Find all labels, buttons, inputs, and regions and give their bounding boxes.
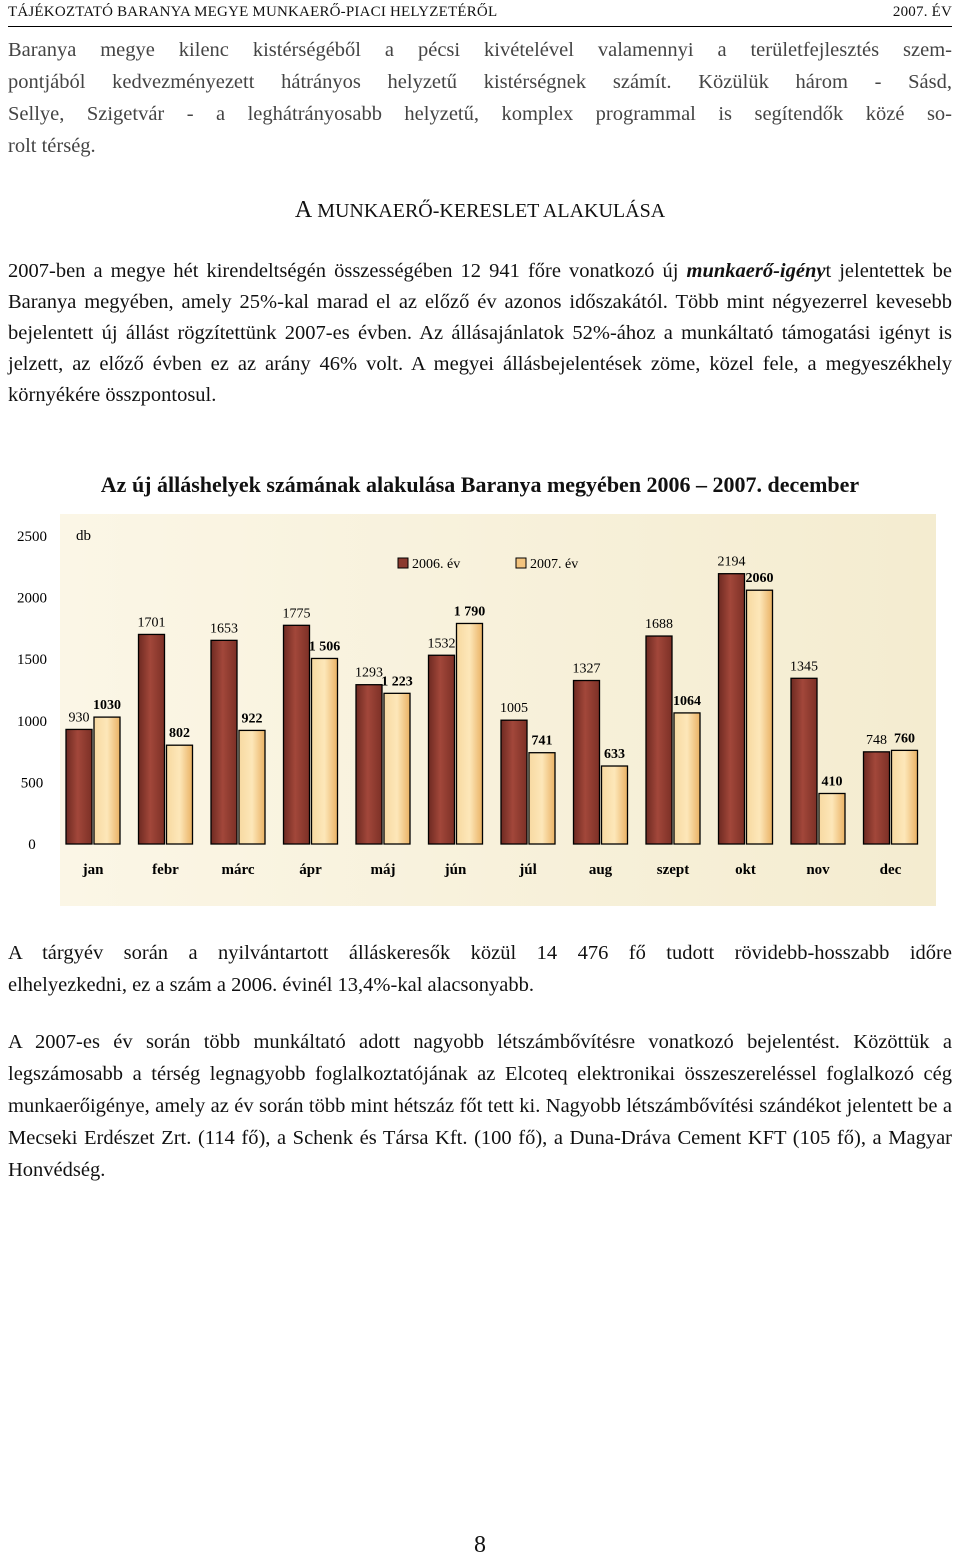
data-label: 802 xyxy=(169,726,190,742)
data-label: 1653 xyxy=(210,621,238,637)
demand-text-2: t jelentettek be Baranya megyében, amely 25%-kal marad el az előző év azonos időszakától. Több mint négyezerrel kevesebb bejelentett új állást rögzítettünk 2007-es évben. Az állásajánlatok 52%-ához a munkáltató támogatási igényt is jelzett, az előző évben ez az arány 46% volt. A megyei állásbejelentések zöme, közel fele, a megyeszékhely környékére összpontosul. xyxy=(8,260,953,406)
demand-emphasis: munkaerő-igény xyxy=(686,260,826,282)
data-label: 2060 xyxy=(745,571,774,587)
bar-2007 xyxy=(892,750,918,844)
intro-line: pontjából kedvezményezett hátrányos helyzetű kistérségnek számít. Közülük három - Sásd, xyxy=(8,71,952,93)
intro-line: rolt térség. xyxy=(8,135,96,157)
bar-2007 xyxy=(819,793,845,844)
data-label: 1775 xyxy=(282,606,311,622)
data-label: 760 xyxy=(894,731,915,747)
y-tick-label: 2500 xyxy=(17,529,47,545)
data-label: 1 506 xyxy=(308,639,341,655)
demand-paragraph xyxy=(8,256,952,411)
y-axis-label: db xyxy=(76,528,91,544)
bar-2006 xyxy=(646,636,672,844)
header-title: TÁJÉKOZTATÓ BARANYA MEGYE MUNKAERŐ-PIACI HELYZETÉRŐL xyxy=(8,4,498,20)
x-tick-label: febr xyxy=(152,862,179,878)
bar-2007 xyxy=(167,745,193,844)
legend-label: 2006. év xyxy=(412,557,461,572)
data-label: 1064 xyxy=(673,693,701,709)
bar-2006 xyxy=(66,729,92,844)
y-tick-label: 2000 xyxy=(17,590,47,607)
section-title-text: MUNKAERŐ-KERESLET ALAKULÁSA xyxy=(312,200,666,222)
data-label: 748 xyxy=(866,732,887,748)
data-label: 1 790 xyxy=(453,604,486,620)
bar-2007 xyxy=(457,623,483,844)
data-label: 1 223 xyxy=(381,674,413,690)
placement-paragraph xyxy=(8,937,952,1001)
data-label: 1005 xyxy=(500,701,528,717)
bar-2006 xyxy=(574,681,600,844)
section-title-initial: A xyxy=(294,197,313,223)
bar-2007 xyxy=(602,766,628,844)
data-label: 1688 xyxy=(645,617,673,633)
data-label: 741 xyxy=(531,733,553,749)
legend-swatch xyxy=(398,558,408,568)
data-label: 1327 xyxy=(572,661,601,677)
x-tick-label: nov xyxy=(806,862,830,878)
header-year: 2007. ÉV xyxy=(892,4,952,20)
y-tick-label: 0 xyxy=(28,837,36,853)
intro-line: Baranya megye kilenc kistérségéből a pécsi kivételével valamennyi a területfejlesztés szem- xyxy=(8,39,952,61)
y-tick-label: 1000 xyxy=(17,713,47,730)
y-tick-label: 500 xyxy=(20,775,44,792)
page-header xyxy=(8,0,952,27)
placement-line: elhelyezkedni, ez a szám a 2006. évinél 13,4%-kal alacsonyabb. xyxy=(8,974,534,996)
data-label: 2194 xyxy=(717,554,746,570)
legend-label: 2007. év xyxy=(530,557,579,572)
bar-2006 xyxy=(864,752,890,844)
x-tick-label: szept xyxy=(656,862,690,878)
data-label: 1345 xyxy=(790,659,818,675)
bar-2007 xyxy=(94,717,120,844)
bar-2007 xyxy=(384,693,410,844)
bar-2007 xyxy=(529,753,555,844)
bar-2007 xyxy=(747,590,773,844)
x-tick-label: jan xyxy=(82,862,104,878)
data-label: 633 xyxy=(604,747,625,763)
bar-chart xyxy=(6,510,936,908)
chart-title: Az új álláshelyek számának alakulása Baranya megyében 2006 – 2007. december xyxy=(100,472,860,497)
intro-line: Sellye, Szigetvár - a leghátrányosabb helyzetű, komplex programmal is segítendők közé so- xyxy=(8,103,952,125)
data-label: 1532 xyxy=(427,636,456,652)
page-number: 8 xyxy=(474,1532,486,1558)
x-tick-label: jún xyxy=(444,862,467,878)
y-tick-label: 1500 xyxy=(17,652,47,669)
bar-2006 xyxy=(719,574,745,844)
data-label: 1293 xyxy=(355,665,383,681)
bar-2006 xyxy=(356,685,382,844)
bar-2006 xyxy=(284,625,310,844)
x-tick-label: dec xyxy=(879,862,902,878)
x-tick-label: aug xyxy=(588,862,613,878)
data-label: 1030 xyxy=(93,698,121,714)
x-tick-label: okt xyxy=(735,862,756,878)
demand-text-1: 2007-ben a megye hét kirendeltségén összességében 12 941 főre vonatkozó új xyxy=(8,260,687,282)
bar-2006 xyxy=(211,640,237,844)
bar-2006 xyxy=(791,678,817,844)
x-tick-label: máj xyxy=(370,862,396,878)
bar-2006 xyxy=(429,655,455,844)
placement-line: A tárgyév során a nyilvántartott álláskeresők közül 14 476 fő tudott rövidebb-hosszabb időre xyxy=(8,942,952,964)
x-tick-label: júl xyxy=(519,862,537,878)
data-label: 410 xyxy=(821,774,843,790)
bar-2007 xyxy=(239,730,265,844)
section-title xyxy=(0,197,960,224)
bar-2006 xyxy=(139,634,165,844)
bar-2007 xyxy=(674,713,700,844)
x-tick-label: ápr xyxy=(299,862,322,878)
bar-2006 xyxy=(501,720,527,844)
employers-paragraph: A 2007-es év során több munkáltató adott nagyobb létszámbővítésre vonatkozó bejelentést. Közöttük a legszámosabb a térség legnagyobb foglalkoztatójának az Elcoteq elektronikai összeszereléssel foglalkozó cég munkaerőigénye, amely az év során több mint hétszáz főt tett ki. Nagyobb létszámbővítési szándékot jelentett be a Mecseki Erdészet Zrt. (114 fő), a Schenk és Társa Kft. (100 fő), a Duna-Dráva Cement KFT (105 fő), a Magyar Honvédség. xyxy=(8,1031,952,1181)
legend-swatch xyxy=(516,558,526,568)
bar-2007 xyxy=(312,658,338,844)
intro-paragraph xyxy=(8,34,952,162)
data-label: 1701 xyxy=(137,615,166,631)
data-label: 922 xyxy=(241,711,263,727)
x-tick-label: márc xyxy=(221,862,255,878)
data-label: 930 xyxy=(68,710,90,726)
